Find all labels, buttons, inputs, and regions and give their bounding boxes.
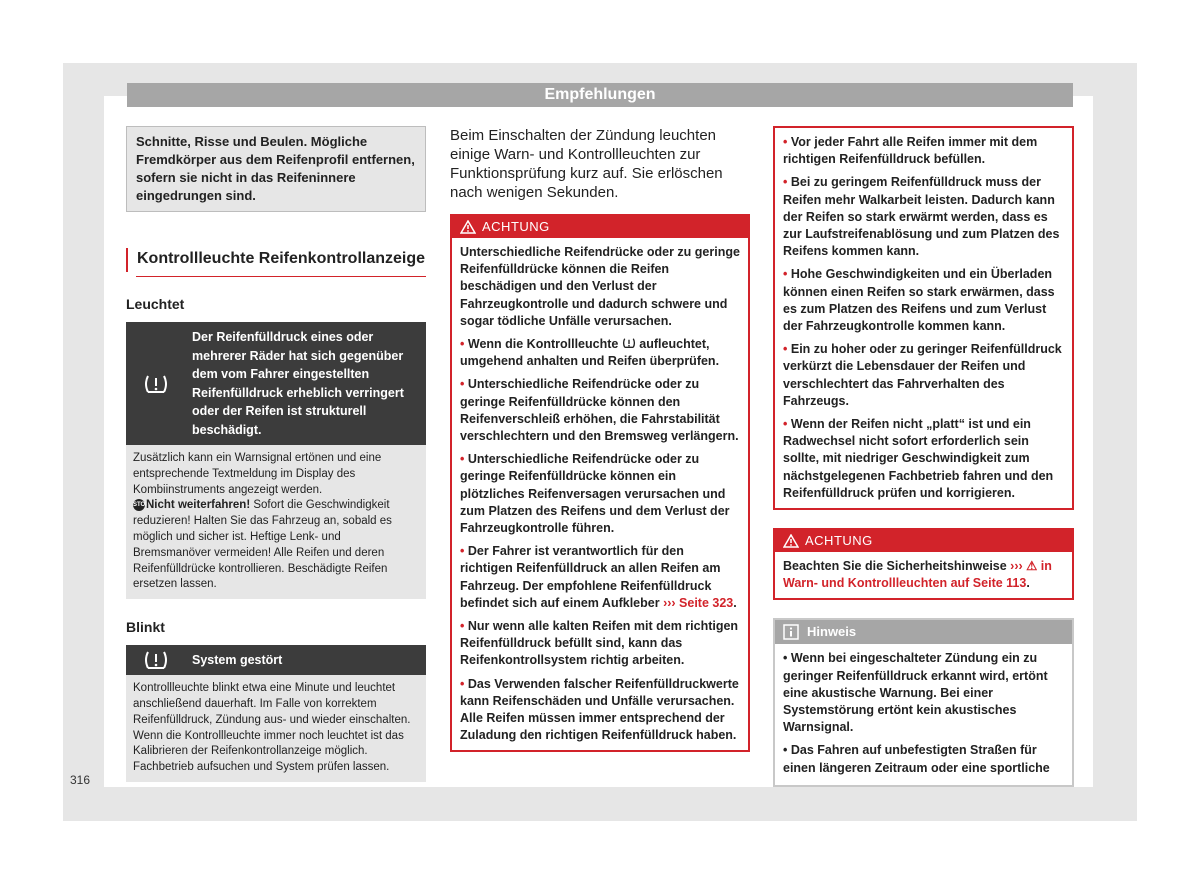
warning-triangle-icon <box>783 534 799 548</box>
leuchtet-description: Der Reifenfülldruck eines oder mehrerer Räder hat sich gegenüber dem vom Fahrer eingestellten Reifenfülldruck erheblich verringert oder der Reifen ist strukturell beschädigt. <box>192 330 404 437</box>
blinkt-details: Kontrollleuchte blinkt etwa eine Minute und leuchtet anschließend dauerhaft. Im Falle von korrektem Reifenfülldruck, Zündung aus- und wieder einschalten. Wenn die Kontrollleuchte immer noch leuchtet ist das Kalibrieren der Reifenkontrollanzeige möglich. Fachbetrieb aufsuchen und System prüfen lassen. <box>126 675 426 782</box>
page-link[interactable]: ››› Seite 323 <box>663 595 734 610</box>
warning-label: ACHTUNG <box>482 219 550 234</box>
leuchtet-details <box>126 445 426 599</box>
info-icon <box>783 624 799 640</box>
warning-item: • Hohe Geschwindigkeiten und ein Überladen können einen Reifen so stark erwärmen, dass es zum Platzen des Reifens und zum Verlust der Fahrzeugkontrolle kommen kann. <box>783 267 1055 334</box>
blinkt-panel <box>126 645 426 675</box>
warning-item: • Das Verwenden falscher Reifenfülldruckwerte kann Reifenschäden und Unfälle verursachen. Alle Reifen müssen immer entsprechend der Zuladung den richtigen Reifenfülldruck haben. <box>460 676 739 743</box>
column-middle <box>450 126 750 752</box>
continued-text-box: Schnitte, Risse und Beulen. Mögliche Fremdkörper aus dem Reifenprofil entfernen, sofern sie nicht in das Reifeninnere eingedrungen sind. <box>126 126 426 212</box>
warning-lead: Unterschiedliche Reifendrücke oder zu geringe Reifenfülldrücke können die Reifen beschädigen und den Verlust der Fahrzeugkontrolle und dadurch schwere und sogar tödliche Unfälle verursachen. <box>460 245 740 328</box>
warning-triangle-icon <box>460 220 476 234</box>
warning-body <box>452 238 748 750</box>
warning-item: • Unterschiedliche Reifendrücke oder zu geringe Reifenfülldrücke können den Reifenverschleiß erhöhen, die Fahrstabilität verschlechtern und den Bremsweg verlängern. <box>460 377 739 444</box>
warning-item: • Nur wenn alle kalten Reifen mit dem richtigen Reifenfülldruck befüllt sind, kann das Reifenkontrollsystem richtig arbeiten. <box>460 619 739 668</box>
note-item: • Wenn bei eingeschalteter Zündung ein zu geringer Reifenfülldruck erkannt wird, ertönt eine akustische Warnung. Bei einer Systemstörung ertönt kein akustisches Warnsignal. <box>783 651 1048 735</box>
warning-item: • Wenn die Kontrollleuchte aufleuchtet, umgehend anhalten und Reifen überprüfen. <box>460 337 720 369</box>
warning-item: • Vor jeder Fahrt alle Reifen immer mit dem richtigen Reifenfülldruck befüllen. <box>783 135 1038 167</box>
note-header <box>775 620 1072 644</box>
blinkt-description: System gestört <box>192 652 283 667</box>
warning-item: • Der Fahrer ist verantwortlich für den richtigen Reifenfülldruck an allen Reifen am Fahrzeug. Der empfohlene Reifenfülldruck befindet sich auf einem Aufkleber ››› Seite 323. <box>460 544 737 610</box>
stop-icon: STOP <box>133 499 145 511</box>
warning-text: Beachten Sie die Sicherheitshinweise ››› ⚠ in Warn- und Kontrollleuchten auf Seite 113. <box>783 559 1052 591</box>
note-body <box>775 644 1072 784</box>
section-title: Kontrollleuchte Reifenkontrollanzeige <box>126 248 426 272</box>
intro-paragraph: Beim Einschalten der Zündung leuchten einige Warn- und Kontrollleuchten zur Funktionsprüfung kurz auf. Sie erlöschen nach wenigen Sekunden. <box>450 127 723 201</box>
page-number: 316 <box>70 773 91 787</box>
warning-item: • Ein zu hoher oder zu geringer Reifenfülldruck verkürzt die Lebensdauer der Reifen und verschlechtert das Fahrverhalten des Fahrzeugs. <box>783 342 1062 408</box>
note-label: Hinweis <box>807 624 857 640</box>
warning-box-2 <box>773 528 1074 600</box>
leuchtet-heading: Leuchtet <box>126 296 185 312</box>
column-right <box>773 126 1074 787</box>
warning-header <box>452 216 748 238</box>
warning-body <box>775 552 1072 598</box>
warning-box <box>450 214 750 752</box>
warning-body <box>775 128 1072 508</box>
warning-item: • Wenn der Reifen nicht „platt“ ist und ein Radwechsel nicht sofort erforderlich sein sollte, mit niedriger Geschwindigkeit zum nächstgelegenen Fachbetrieb fahren und den Reifenfülldruck prüfen und korrigieren. <box>783 417 1054 500</box>
note-box <box>773 618 1074 786</box>
tire-pressure-icon <box>126 649 186 671</box>
tire-pressure-icon <box>126 373 186 395</box>
leuchtet-details-text1: Zusätzlich kann ein Warnsignal ertönen und eine entsprechende Textmeldung im Display des Kombiinstruments angezeigt werden. <box>133 452 382 496</box>
warning-item: • Bei zu geringem Reifenfülldruck muss der Reifen mehr Walkarbeit leisten. Dadurch kann der Reifen so stark erwärmt werden, dass es zur Laufstreifenablösung und zum Platzen des Reifens kommen kann. <box>783 175 1060 259</box>
stop-phrase: Nicht weiterfahren! <box>146 499 251 512</box>
column-left <box>126 126 426 782</box>
warning-item: • Unterschiedliche Reifendrücke oder zu geringe Reifenfülldrücke können ein plötzliches Reifenversagen verursachen und zum Platzen des Reifens und dem Verlust der Fahrzeugkontrolle führen. <box>460 452 730 536</box>
blinkt-heading: Blinkt <box>126 619 165 636</box>
warning-label: ACHTUNG <box>805 533 873 549</box>
tire-pressure-icon <box>622 337 636 349</box>
note-item: • Das Fahren auf unbefestigten Straßen für einen längeren Zeitraum oder eine sportliche <box>783 743 1050 775</box>
leuchtet-panel <box>126 322 426 445</box>
warning-header <box>775 530 1072 552</box>
page-header: Empfehlungen <box>127 83 1073 107</box>
page-link[interactable]: ››› ⚠ in Warn- und Kontrollleuchten auf Seite 113 <box>783 559 1052 591</box>
leuchtet-details-text2: Sofort die Geschwindigkeit reduzieren! Halten Sie das Fahrzeug an, sobald es möglich und sicher ist. Heftige Lenk- und Bremsmanöver vermeiden! Alle Reifen und deren Reifenfülldrücke kontrollieren. Beschädigte Reifen ersetzen lassen. <box>133 499 392 591</box>
warning-box-continued <box>773 126 1074 510</box>
